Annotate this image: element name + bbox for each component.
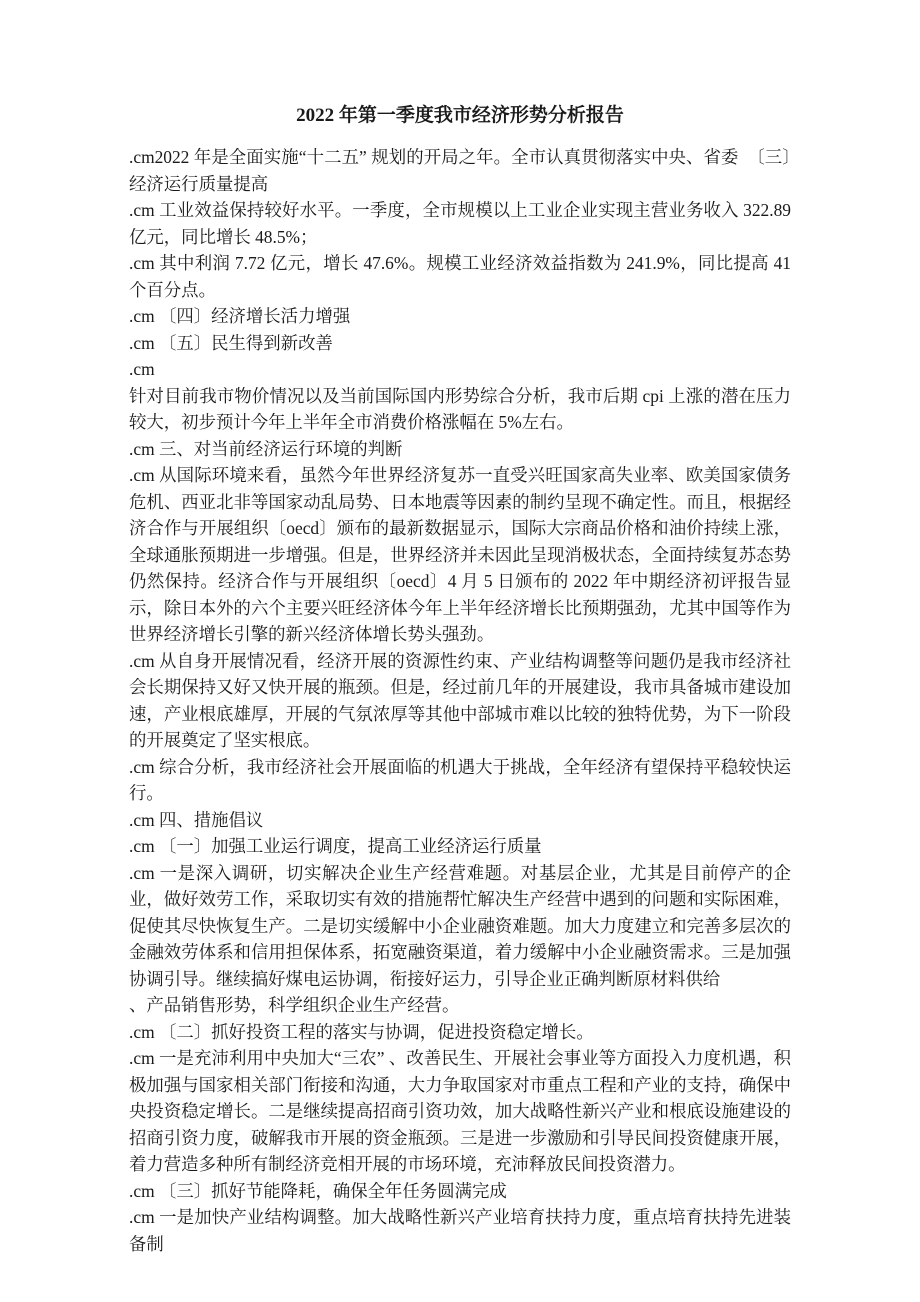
paragraph: .cm 〔四〕经济增长活力增强 xyxy=(129,306,351,326)
document-title: 2022 年第一季度我市经济形势分析报告 xyxy=(296,105,624,126)
paragraph: .cm 一是加快产业结构调整。加大战略性新兴产业培育扶持力度，重点培育扶持先进装备制 xyxy=(129,1207,791,1254)
paragraph: .cm 〔五〕民生得到新改善 xyxy=(129,332,333,353)
paragraph: 针对目前我市物价情况以及当前国际国内形势综合分析，我市后期 cpi 上涨的潜在压力较大，初步预计今年上半年全市消费价格涨幅在 5%左右。 xyxy=(129,385,791,432)
paragraph: .cm 综合分析，我市经济社会开展面临的机遇大于挑战，全年经济有望保持平稳较快运行。 xyxy=(129,756,791,803)
paragraph: .cm 三、对当前经济运行环境的判断 xyxy=(129,438,403,459)
paragraph: .cm 一是充沛利用中央加大“三农” 、改善民生、开展社会事业等方面投入力度机遇，积极加强与国家相关部门衔接和沟通，大力争取国家对市重点工程和产业的支持，确保中央投资稳定增长。二是继续提高招商引资功效，加大战略性新兴产业和根底设施建设的招商引资力度，破解我市开展的资金瓶颈。三是进一步激励和引导民间投资健康开展，着力营造多种所有制经济竞相开展的市场环境，充沛释放民间投资潜力。 xyxy=(129,1048,791,1174)
paragraph: .cm 其中利润 7.72 亿元，增长 47.6%。规模工业经济效益指数为 241.9%，同比提高 41 个百分点。 xyxy=(129,253,791,300)
paragraph: .cm xyxy=(129,359,155,379)
document-body xyxy=(129,144,791,1257)
paragraph: .cm 〔一〕加强工业运行调度，提高工业经济运行质量 xyxy=(129,836,542,856)
paragraph: .cm 一是深入调研，切实解决企业生产经营难题。对基层企业，尤其是目前停产的企业，做好效劳工作，采取切实有效的措施帮忙解决生产经营中遇到的问题和实际困难，促使其尽快恢复生产。二是切实缓解中小企业融资难题。加大力度建立和完善多层次的金融效劳体系和信用担保体系，拓宽融资渠道，着力缓解中小企业融资需求。三是加强协调引导。继续搞好煤电运协调，衔接好运力，引导企业正确判断原材料供给 xyxy=(129,862,791,989)
paragraph: .cm 从国际环境来看，虽然今年世界经济复苏一直受兴旺国家高失业率、欧美国家债务危机、西亚北非等国家动乱局势、日本地震等因素的制约呈现不确定性。而且，根据经济合作与开展组织〔oecd〕颁布的最新数据显示，国际大宗商品价格和油价持续上涨，全球通胀预期进一步增强。但是，世界经济并未因此呈现消极状态，全面持续复苏态势仍然保持。经济合作与开展组织〔oecd〕4 月 5 日颁布的 2022 年中期经济初评报告显示，除日本外的六个主要兴旺经济体今年上半年经济增长比预期强劲，尤其中国等作为世界经济增长引擎的新兴经济体增长势头强劲。 xyxy=(129,465,791,644)
paragraph: .cm 从自身开展情况看，经济开展的资源性约束、产业结构调整等问题仍是我市经济社会长期保持又好又快开展的瓶颈。但是，经过前几年的开展建设，我市具备城市建设加速，产业根底雄厚，开展的气氛浓厚等其他中部城市难以比较的独特优势，为下一阶段的开展奠定了坚实根底。 xyxy=(129,650,791,750)
paragraph: .cm 四、措施倡议 xyxy=(129,809,264,830)
paragraph: .cm 工业效益保持较好水平。一季度，全市规模以上工业企业实现主营业务收入 322.89 亿元，同比增长 48.5%； xyxy=(129,200,791,247)
paragraph: .cm 〔三〕抓好节能降耗，确保全年任务圆满完成 xyxy=(129,1180,507,1201)
paragraph: .cm 〔二〕抓好投资工程的落实与协调，促进投资稳定增长。 xyxy=(129,1021,594,1042)
paragraph: .cm2022 年是全面实施“十二五” 规划的开局之年。全市认真贯彻落实中央、省委 〔三〕经济运行质量提高 xyxy=(129,147,791,194)
paragraph: 、产品销售形势，科学组织企业生产经营。 xyxy=(129,995,460,1015)
